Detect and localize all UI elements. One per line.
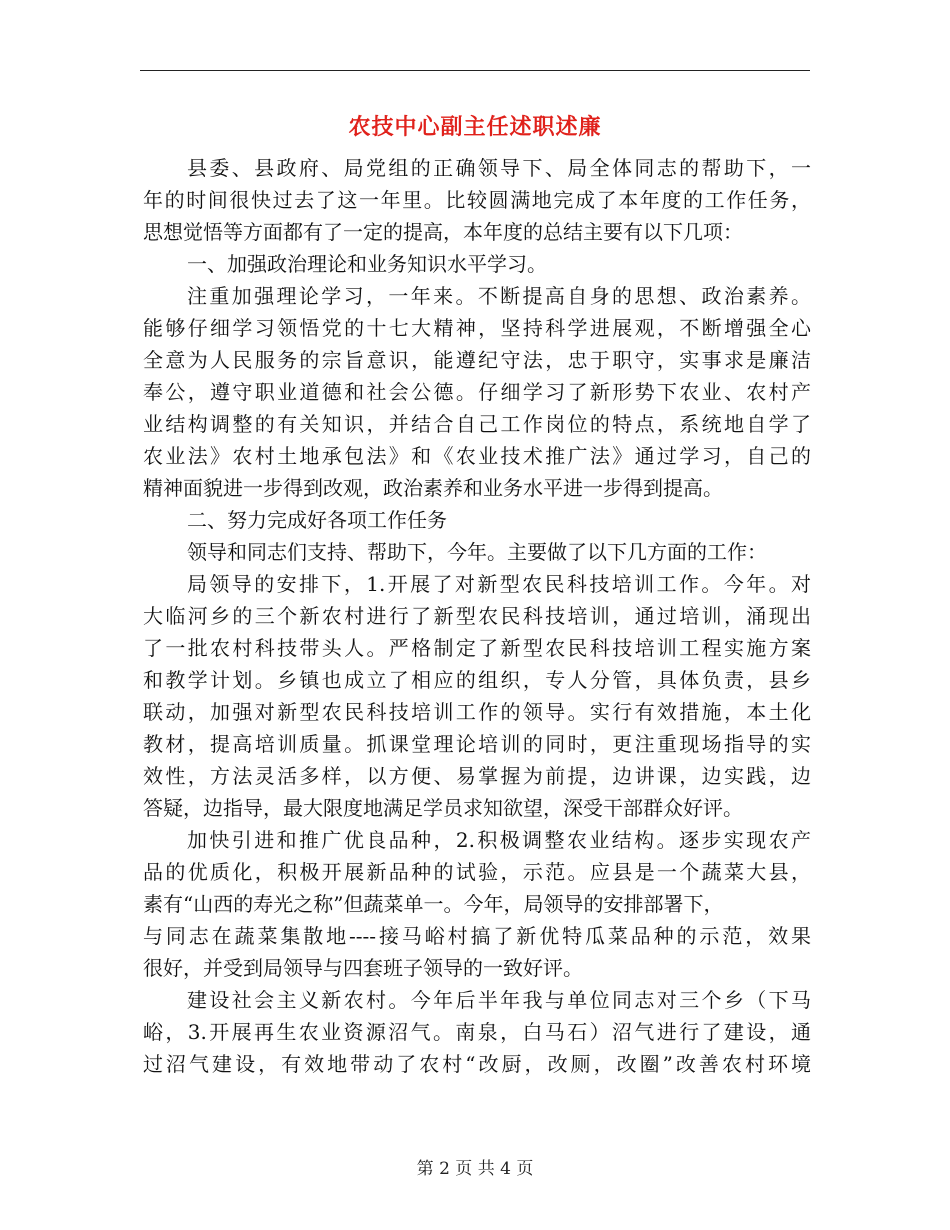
text-line: 品的优质化，积极开展新品种的试验，示范。应县是一个蔬菜大县， bbox=[143, 860, 811, 884]
text-line: 加快引进和推广优良品种，2.积极调整农业结构。逐步实现农产 bbox=[187, 828, 811, 852]
text-line: 很好，并受到局领导与四套班子领导的一致好评。 bbox=[143, 956, 583, 980]
text-line: 二、努力完成好各项工作任务 bbox=[187, 508, 447, 532]
document-title: 农技中心副主任述职述廉 bbox=[348, 115, 602, 140]
text-line: 答疑，边指导，最大限度地满足学员求知欲望，深受干部群众好评。 bbox=[143, 796, 743, 820]
text-line: 奉公，遵守职业道德和社会公德。仔细学习了新形势下农业、农村产 bbox=[143, 380, 811, 404]
text-line: 大临河乡的三个新农村进行了新型农民科技培训，通过培训，涌现出 bbox=[143, 604, 811, 628]
text-line: 年的时间很快过去了这一年里。比较圆满地完成了本年度的工作任务， bbox=[143, 188, 811, 212]
text-line: 与同志在蔬菜集散地----接马峪村搞了新优特瓜菜品种的示范，效果 bbox=[143, 924, 811, 948]
text-line: 和教学计划。乡镇也成立了相应的组织，专人分管，具体负责，县乡 bbox=[143, 668, 811, 692]
text-line: 过沼气建设，有效地带动了农村“改厨，改厕，改圈”改善农村环境 bbox=[143, 1052, 811, 1076]
text-line: 峪，3.开展再生农业资源沼气。南泉，白马石）沼气进行了建设，通 bbox=[143, 1020, 811, 1044]
page-number: 第 2 页 共 4 页 bbox=[416, 1159, 534, 1179]
text-line: 一、加强政治理论和业务知识水平学习。 bbox=[187, 252, 547, 276]
text-line: 业结构调整的有关知识，并结合自己工作岗位的特点，系统地自学了 bbox=[143, 412, 811, 436]
text-line: 思想觉悟等方面都有了一定的提高，本年度的总结主要有以下几项： bbox=[143, 220, 743, 244]
text-line: 建设社会主义新农村。今年后半年我与单位同志对三个乡（下马 bbox=[187, 988, 811, 1012]
text-line: 教材，提高培训质量。抓课堂理论培训的同时，更注重现场指导的实 bbox=[143, 732, 811, 756]
text-line: 能够仔细学习领悟党的十七大精神，坚持科学进展观，不断增强全心 bbox=[143, 316, 811, 340]
text-line: 注重加强理论学习，一年来。不断提高自身的思想、政治素养。 bbox=[187, 284, 811, 308]
header-rule bbox=[140, 70, 810, 71]
text-line: 县委、县政府、局党组的正确领导下、局全体同志的帮助下，一 bbox=[187, 156, 811, 180]
text-line: 领导和同志们支持、帮助下，今年。主要做了以下几方面的工作： bbox=[187, 540, 767, 564]
text-line: 联动，加强对新型农民科技培训工作的领导。实行有效措施，本土化 bbox=[143, 700, 811, 724]
text-line: 精神面貌进一步得到改观，政治素养和业务水平进一步得到提高。 bbox=[143, 476, 723, 500]
text-line: 农业法》农村土地承包法》和《农业技术推广法》通过学习，自己的 bbox=[143, 444, 811, 468]
text-line: 素有“山西的寿光之称”但蔬菜单一。今年，局领导的安排部署下， bbox=[143, 892, 724, 916]
text-line: 效性，方法灵活多样，以方便、易掌握为前提，边讲课，边实践，边 bbox=[143, 764, 811, 788]
text-line: 全意为人民服务的宗旨意识，能遵纪守法，忠于职守，实事求是廉洁 bbox=[143, 348, 811, 372]
document-body bbox=[143, 152, 811, 1080]
text-line: 局领导的安排下，1.开展了对新型农民科技培训工作。今年。对 bbox=[187, 572, 811, 596]
text-line: 了一批农村科技带头人。严格制定了新型农民科技培训工程实施方案 bbox=[143, 636, 811, 660]
